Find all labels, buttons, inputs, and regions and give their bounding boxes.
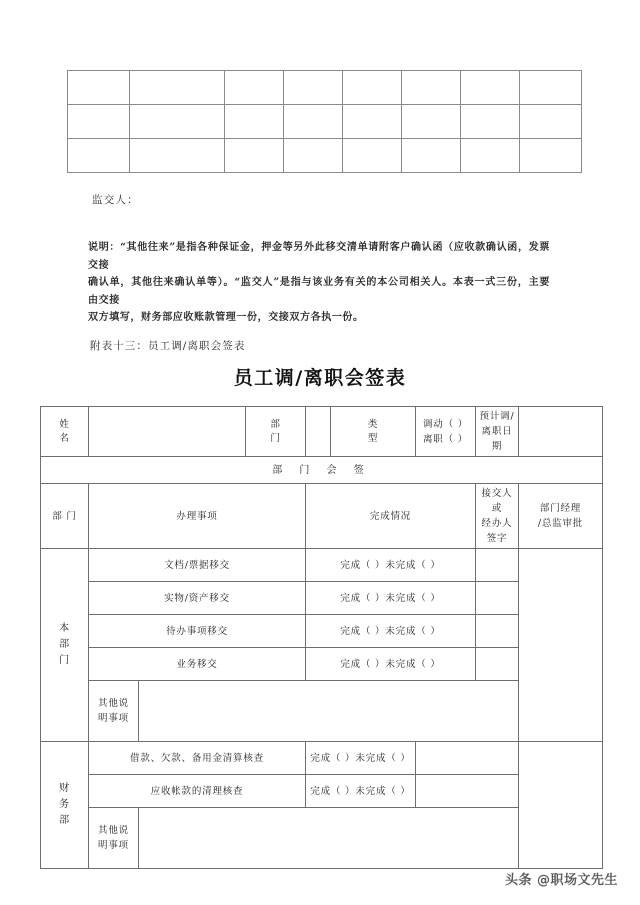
cell-r3c4[interactable] bbox=[284, 139, 343, 173]
memo-label-line-1: 其他说 bbox=[98, 698, 129, 709]
cell-r2c3[interactable] bbox=[225, 105, 284, 139]
matter-cell: 借款、欠款、备用金清算核查 bbox=[89, 742, 306, 775]
name-label-char-2: 名 bbox=[59, 432, 70, 444]
status-cell[interactable]: 完成（ ）未完成（ ） bbox=[306, 549, 476, 582]
cell-r1c6[interactable] bbox=[402, 71, 461, 105]
cell-r3c5[interactable] bbox=[343, 139, 402, 173]
matter-cell: 业务移交 bbox=[89, 648, 306, 681]
cell-r3c2[interactable] bbox=[130, 139, 225, 173]
expected-date-label-line-1: 预计调/ bbox=[479, 411, 515, 422]
table-row bbox=[68, 71, 582, 105]
cell-r3c1[interactable] bbox=[68, 139, 130, 173]
group-label-own-department bbox=[41, 549, 89, 742]
expected-date-label-line-2: 离职日期 bbox=[481, 426, 513, 452]
column-header-approval bbox=[519, 484, 603, 549]
status-cell[interactable]: 完成（ ）未完成（ ） bbox=[306, 775, 416, 808]
group-label-finance-department-char-1: 财 bbox=[59, 783, 70, 794]
group-label-finance-department-char-2: 务 bbox=[59, 799, 70, 810]
type-label bbox=[331, 407, 416, 457]
cell-r3c7[interactable] bbox=[461, 139, 520, 173]
name-label-char-1: 姓 bbox=[59, 418, 70, 430]
column-header-approval-line-1: 部门经理 bbox=[539, 503, 582, 514]
type-label-char-1: 类 bbox=[367, 418, 379, 430]
page-title: 员工调/离职会签表 bbox=[233, 367, 407, 389]
column-header-approval-line-2: /总监审批 bbox=[537, 518, 584, 529]
expected-date-label bbox=[476, 407, 519, 457]
memo-label-line-1: 其他说 bbox=[98, 825, 129, 836]
memo-input-finance-department[interactable] bbox=[139, 808, 519, 869]
memo-input-own-department[interactable] bbox=[139, 681, 519, 742]
cell-r2c4[interactable] bbox=[284, 105, 343, 139]
table-row bbox=[41, 742, 603, 775]
signer-cell[interactable] bbox=[416, 775, 519, 808]
cell-r1c3[interactable] bbox=[225, 71, 284, 105]
matter-cell: 实物/资产移交 bbox=[89, 582, 306, 615]
type-label-char-2: 型 bbox=[367, 432, 379, 444]
column-header-signer-line-1: 接交人或 bbox=[481, 488, 513, 514]
column-header-signer bbox=[476, 484, 519, 549]
employee-transfer-signoff-table bbox=[40, 406, 603, 869]
table-row bbox=[41, 582, 603, 615]
cell-r1c1[interactable] bbox=[68, 71, 130, 105]
explanatory-note bbox=[88, 239, 550, 327]
watermark: 头条 @职场文先生 bbox=[504, 873, 618, 888]
expected-date-input[interactable] bbox=[519, 407, 603, 457]
name-input[interactable] bbox=[89, 407, 246, 457]
group-label-own-department-char-3: 门 bbox=[59, 655, 70, 666]
cell-r2c7[interactable] bbox=[461, 105, 520, 139]
cell-r2c2[interactable] bbox=[130, 105, 225, 139]
section-title-department-signoff: 部 门 会 签 bbox=[41, 457, 603, 484]
status-cell[interactable]: 完成（ ）未完成（ ） bbox=[306, 742, 416, 775]
group-label-own-department-char-2: 部 bbox=[59, 639, 70, 650]
cell-r2c5[interactable] bbox=[343, 105, 402, 139]
cell-r1c5[interactable] bbox=[343, 71, 402, 105]
cell-r2c6[interactable] bbox=[402, 105, 461, 139]
supervisor-signature-line: 监交人： bbox=[92, 194, 139, 206]
matter-cell: 文档/票据移交 bbox=[89, 549, 306, 582]
memo-label-line-2: 明事项 bbox=[98, 840, 129, 851]
continuation-table bbox=[67, 70, 582, 173]
column-header-signer-line-2: 经办人签字 bbox=[481, 518, 513, 544]
dept-label-char-1: 部 bbox=[270, 418, 281, 430]
note-line-1: 说明：“其他往来”是指各种保证金，押金等另外此移交清单请附客户确认函（应收款确认函，发票交接 bbox=[88, 242, 550, 271]
memo-label-own-department bbox=[89, 681, 139, 742]
column-header-matter: 办理事项 bbox=[89, 484, 306, 549]
signer-cell[interactable] bbox=[476, 582, 519, 615]
note-line-2: 确认单，其他往来确认单等）。“监交人”是指与该业务有关的本公司相关人。本表一式三份，主要由交接 bbox=[88, 277, 550, 306]
status-cell[interactable]: 完成（ ）未完成（ ） bbox=[306, 648, 476, 681]
cell-r3c3[interactable] bbox=[225, 139, 284, 173]
table-row bbox=[41, 775, 603, 808]
cell-r1c7[interactable] bbox=[461, 71, 520, 105]
signer-cell[interactable] bbox=[476, 549, 519, 582]
group-label-own-department-char-1: 本 bbox=[59, 623, 70, 634]
column-header-department: 部 门 bbox=[41, 484, 89, 549]
signer-cell[interactable] bbox=[476, 615, 519, 648]
column-header-row bbox=[41, 484, 603, 549]
type-option-transfer[interactable]: 调动（ ） bbox=[422, 418, 469, 430]
cell-r1c8[interactable] bbox=[520, 71, 582, 105]
dept-label bbox=[246, 407, 306, 457]
column-header-status: 完成情况 bbox=[306, 484, 476, 549]
cell-r1c2[interactable] bbox=[130, 71, 225, 105]
name-label bbox=[41, 407, 89, 457]
table-row bbox=[41, 549, 603, 582]
memo-label-line-2: 明事项 bbox=[98, 713, 129, 724]
group-label-finance-department-char-3: 部 bbox=[59, 815, 70, 826]
matter-cell: 应收帐款的清理核查 bbox=[89, 775, 306, 808]
type-option-resign[interactable]: 离职（ ） bbox=[422, 433, 469, 445]
cell-r1c4[interactable] bbox=[284, 71, 343, 105]
table-row bbox=[41, 615, 603, 648]
status-cell[interactable]: 完成（ ）未完成（ ） bbox=[306, 615, 476, 648]
matter-cell: 待办事项移交 bbox=[89, 615, 306, 648]
cell-r3c6[interactable] bbox=[402, 139, 461, 173]
cell-r3c8[interactable] bbox=[520, 139, 582, 173]
signer-cell[interactable] bbox=[476, 648, 519, 681]
status-cell[interactable]: 完成（ ）未完成（ ） bbox=[306, 582, 476, 615]
cell-r2c8[interactable] bbox=[520, 105, 582, 139]
cell-r2c1[interactable] bbox=[68, 105, 130, 139]
type-options[interactable] bbox=[416, 407, 476, 457]
approval-cell[interactable] bbox=[519, 549, 603, 742]
memo-row bbox=[41, 681, 603, 742]
dept-label-char-2: 门 bbox=[270, 432, 281, 444]
signer-cell[interactable] bbox=[416, 742, 519, 775]
section-bar-row bbox=[41, 457, 603, 484]
group-label-finance-department bbox=[41, 742, 89, 869]
memo-row bbox=[41, 808, 603, 869]
form-header-row bbox=[41, 407, 603, 457]
memo-label-finance-department bbox=[89, 808, 139, 869]
approval-cell[interactable] bbox=[519, 742, 603, 869]
attachment-label: 附表十三：员工调/离职会签表 bbox=[90, 340, 246, 352]
table-row bbox=[68, 139, 582, 173]
dept-input[interactable] bbox=[306, 407, 331, 457]
note-line-3: 双方填写，财务部应收账款管理一份，交接双方各执一份。 bbox=[88, 312, 364, 323]
table-row bbox=[68, 105, 582, 139]
table-row bbox=[41, 648, 603, 681]
